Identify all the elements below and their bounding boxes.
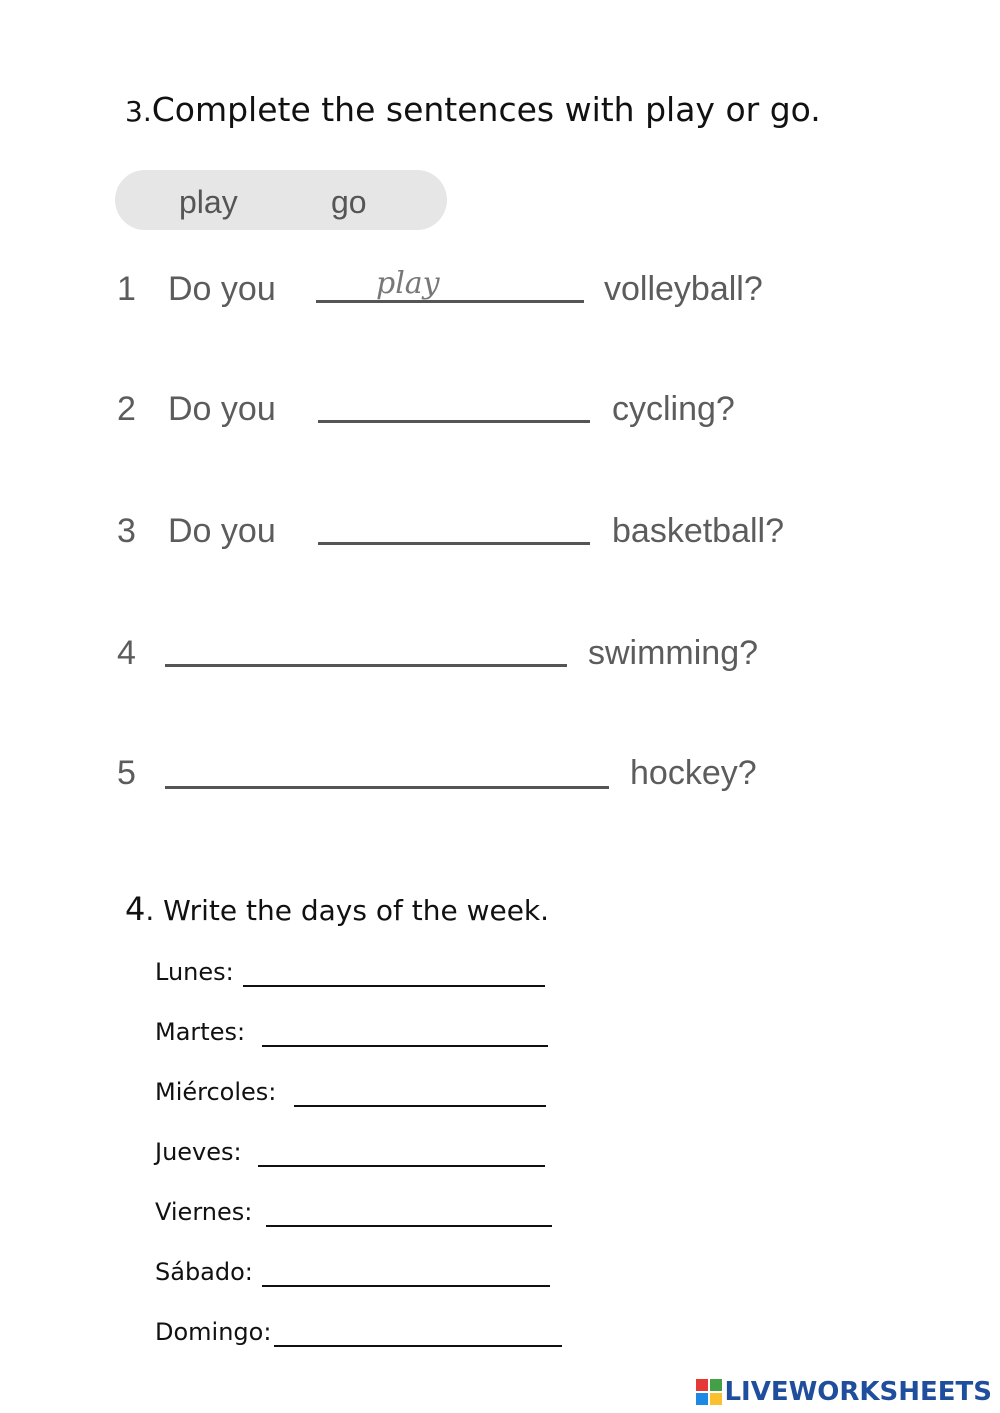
- day-input-lunes[interactable]: [246, 954, 550, 986]
- answer-input-1[interactable]: [372, 264, 580, 302]
- section-4-number: 4: [125, 890, 146, 928]
- item-suffix: volleyball?: [604, 270, 763, 308]
- item-suffix: cycling?: [612, 390, 735, 428]
- answer-input-3[interactable]: [322, 506, 594, 544]
- section-3-number: 3.: [125, 95, 152, 128]
- day-label: Miércoles:: [155, 1078, 277, 1106]
- day-label: Domingo:: [155, 1318, 272, 1346]
- section-3-title-text: Complete the sentences with play or go.: [151, 90, 821, 129]
- item-number: 2: [117, 390, 136, 428]
- liveworksheets-logo-icon: [696, 1379, 722, 1405]
- day-input-sabado[interactable]: [265, 1254, 555, 1286]
- day-input-miercoles[interactable]: [297, 1074, 551, 1106]
- item-number: 4: [117, 634, 136, 672]
- liveworksheets-logo-text: LIVEWORKSHEETS: [724, 1377, 992, 1407]
- day-label: Viernes:: [155, 1198, 253, 1226]
- item-number: 3: [117, 512, 136, 550]
- day-input-jueves[interactable]: [261, 1134, 550, 1166]
- answer-input-5[interactable]: [170, 750, 614, 788]
- item-prefix: Do you: [168, 270, 276, 308]
- item-number: 1: [117, 270, 136, 308]
- day-label: Lunes:: [155, 958, 234, 986]
- word-bank-go: go: [331, 184, 367, 220]
- item-prefix: Do you: [168, 512, 276, 550]
- item-prefix: Do you: [168, 390, 276, 428]
- day-label: Martes:: [155, 1018, 246, 1046]
- liveworksheets-logo: [696, 1377, 992, 1407]
- day-input-martes[interactable]: [265, 1014, 553, 1046]
- item-suffix: hockey?: [630, 754, 757, 792]
- item-number: 5: [117, 754, 136, 792]
- section-4-title: [125, 890, 549, 928]
- section-4-title-text: . Write the days of the week.: [145, 894, 550, 927]
- day-input-viernes[interactable]: [269, 1194, 557, 1226]
- section-3-title: [125, 90, 821, 129]
- word-bank-play: play: [179, 184, 238, 220]
- day-input-domingo[interactable]: [277, 1314, 567, 1346]
- answer-input-2[interactable]: [322, 384, 594, 422]
- answer-input-4[interactable]: [170, 628, 572, 666]
- day-label: Sábado:: [155, 1258, 253, 1286]
- day-label: Jueves:: [155, 1138, 242, 1166]
- word-bank: [115, 170, 447, 230]
- item-suffix: basketball?: [612, 512, 785, 550]
- item-suffix: swimming?: [588, 634, 759, 672]
